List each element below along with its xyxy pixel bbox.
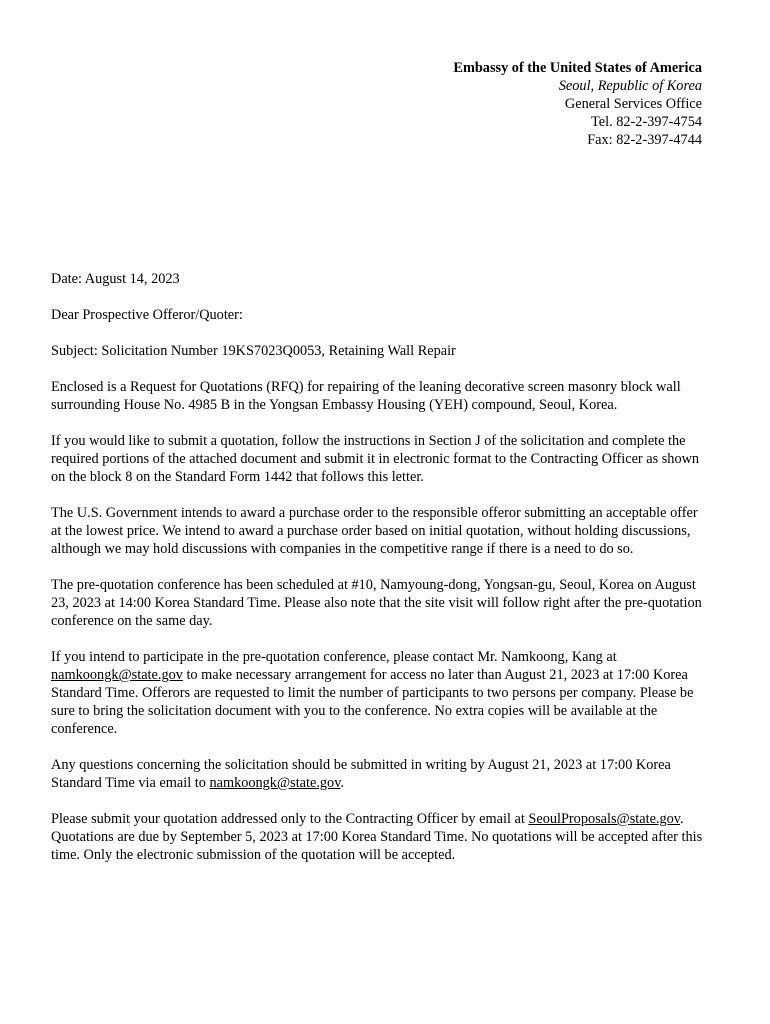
paragraph-submission-instructions: If you would like to submit a quotation, follow the instructions in Section J of the solicitation and complete the required portions of the attached document and submit it in electronic format to the Contracting Officer as shown on the block 8 on the Standard Form 1442 that follows this letter. <box>51 433 700 485</box>
letter-subject: Subject: Solicitation Number 19KS7023Q0053, Retaining Wall Repair <box>51 343 456 359</box>
paragraph-pre-quotation-conference: The pre-quotation conference has been scheduled at #10, Namyoung-dong, Yongsan-gu, Seoul, Korea on August 23, 2023 at 14:00 Korea Standard Time. Please also note that the site visit will follow right after the pre-quotation conference on the same day. <box>51 577 702 629</box>
letter-date: Date: August 14, 2023 <box>51 271 180 287</box>
paragraph-questions <box>51 756 711 792</box>
paragraph-award-intent: The U.S. Government intends to award a purchase order to the responsible offeror submitting an acceptable offer at the lowest price. We intend to award a purchase order based on initial quotation, without holding discussions, although we may hold discussions with companies in the competitive range if there is a need to do so. <box>51 505 698 557</box>
letter-salutation: Dear Prospective Offeror/Quoter: <box>51 307 243 323</box>
text-segment: . Quotations are due by September 5, 2023 at 17:00 Korea Standard Time. No quotations will be accepted after this time. Only the electronic submission of the quotation will be accepted. <box>51 811 703 863</box>
paragraph-conference-contact <box>51 648 711 738</box>
letter-body <box>51 270 711 882</box>
text-segment: to make necessary arrangement for access no later than August 21, 2023 at 17:00 Korea Standard Time. Offerors are requested to limit the number of participants to two persons per company. Please be sure to bring the solicitation document with you to the conference. No extra copies will be available at the conference. <box>51 667 694 737</box>
text-segment: Any questions concerning the solicitation should be submitted in writing by August 21, 2023 at 17:00 Korea Standard Time via email to <box>51 757 671 791</box>
proposals-email-link[interactable]: SeoulProposals@state.gov <box>528 811 681 827</box>
fax-number: Fax: 82-2-397-4744 <box>587 132 702 148</box>
text-segment: Please submit your quotation addressed only to the Contracting Officer by email at <box>51 811 529 827</box>
embassy-city: Seoul, Republic of Korea <box>558 78 702 94</box>
office-name: General Services Office <box>564 96 702 112</box>
paragraph-rfq-enclosed: Enclosed is a Request for Quotations (RFQ) for repairing of the leaning decorative screen masonry block wall surrounding House No. 4985 B in the Yongsan Embassy Housing (YEH) compound, Seoul, Korea. <box>51 379 681 413</box>
embassy-name: Embassy of the United States of America <box>453 60 702 76</box>
telephone-number: Tel. 82-2-397-4754 <box>591 114 702 130</box>
questions-email-link[interactable]: namkoongk@state.gov <box>209 775 341 791</box>
letterhead <box>453 59 702 149</box>
paragraph-quotation-submission <box>51 810 711 864</box>
contact-email-link[interactable]: namkoongk@state.gov <box>51 667 183 683</box>
text-segment: . <box>340 775 344 791</box>
text-segment: If you intend to participate in the pre-quotation conference, please contact Mr. Namkoong, Kang at <box>51 649 617 665</box>
